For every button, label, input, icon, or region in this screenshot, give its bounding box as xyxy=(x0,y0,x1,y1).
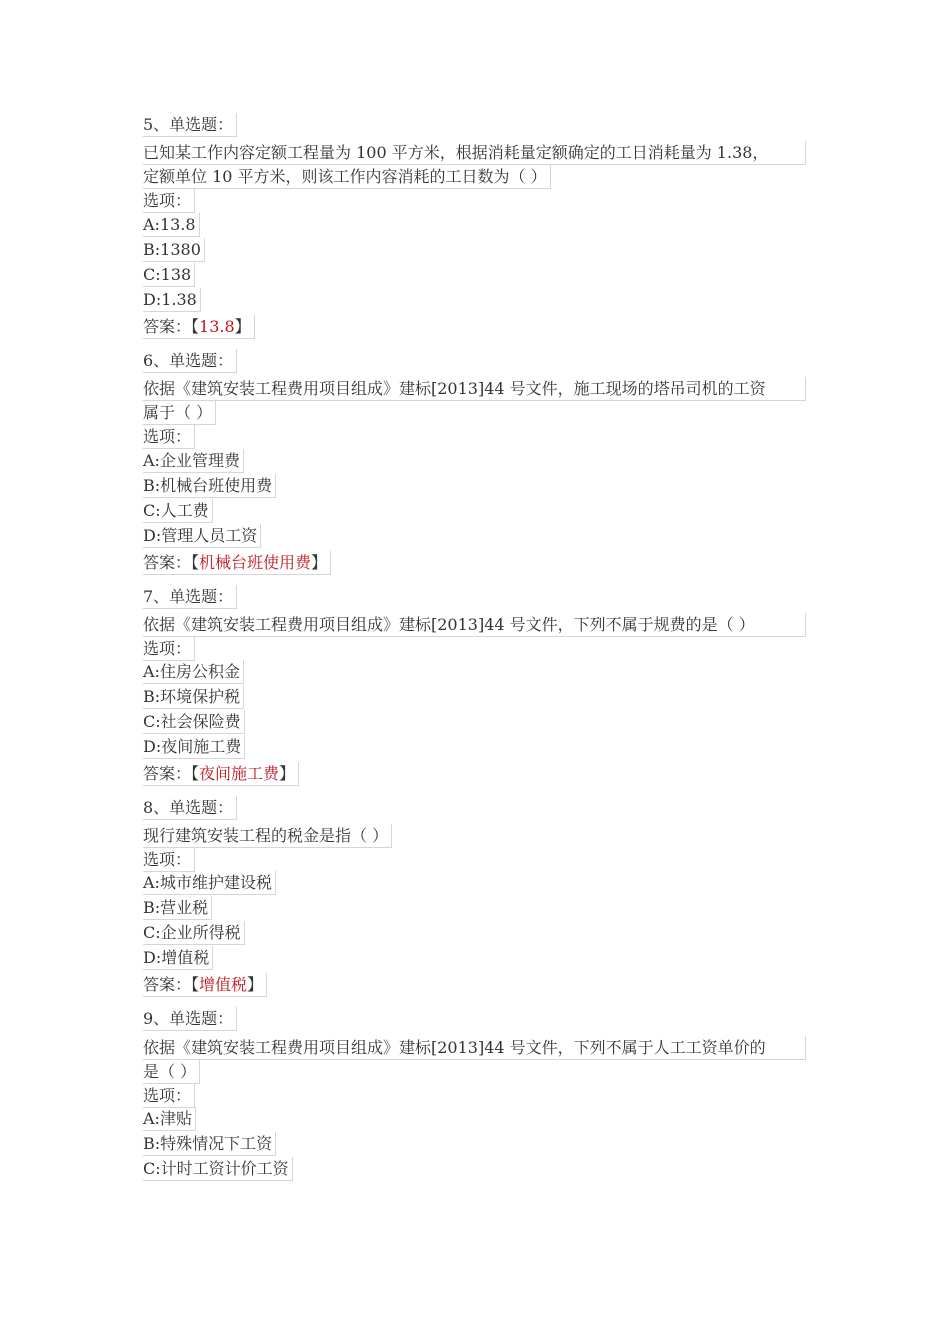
option-item: B:机械台班使用费 xyxy=(143,474,276,498)
answer-line xyxy=(143,315,255,339)
question-stem-line: 依据《建筑安装工程费用项目组成》建标[2013]44 号文件，下列不属于人工工资单价的 xyxy=(143,1036,806,1060)
answer-value: 13.8 xyxy=(199,317,235,336)
answer-line xyxy=(143,973,267,997)
answer-bracket-open: 【 xyxy=(191,317,200,336)
option-item: A:住房公积金 xyxy=(143,660,244,684)
answer-bracket-close: 】 xyxy=(234,317,251,336)
question-stem-line: 依据《建筑安装工程费用项目组成》建标[2013]44 号文件，下列不属于规费的是（ ） xyxy=(143,613,806,637)
answer-label: 答案： xyxy=(143,764,192,783)
option-item: D:增值税 xyxy=(143,946,213,970)
options-label: 选项： xyxy=(143,848,195,872)
option-item: A:企业管理费 xyxy=(143,449,244,473)
options-label: 选项： xyxy=(143,637,195,661)
option-item: A:津贴 xyxy=(143,1107,196,1131)
option-item: D:管理人员工资 xyxy=(143,524,261,548)
answer-bracket-close: 】 xyxy=(279,764,296,783)
answer-value: 机械台班使用费 xyxy=(199,553,312,572)
option-item: C:人工费 xyxy=(143,499,213,523)
answer-label: 答案： xyxy=(143,317,192,336)
question-stem-line: 是（ ） xyxy=(143,1060,200,1084)
question-header: 7、单选题： xyxy=(143,585,237,609)
option-item: C:社会保险费 xyxy=(143,710,245,734)
answer-bracket-close: 】 xyxy=(311,553,328,572)
answer-value: 增值税 xyxy=(199,975,248,994)
option-item: C:138 xyxy=(143,263,195,287)
option-item: C:企业所得税 xyxy=(143,921,245,945)
question-header: 6、单选题： xyxy=(143,349,237,373)
question-stem-line: 已知某工作内容定额工程量为 100 平方米，根据消耗量定额确定的工日消耗量为 1.38， xyxy=(143,141,806,165)
option-item: B:环境保护税 xyxy=(143,685,244,709)
option-item: C:计时工资计价工资 xyxy=(143,1157,293,1181)
answer-line xyxy=(143,551,331,575)
answer-bracket-open: 【 xyxy=(191,553,200,572)
option-item: B:1380 xyxy=(143,238,205,262)
options-label: 选项： xyxy=(143,425,195,449)
answer-bracket-close: 】 xyxy=(247,975,264,994)
answer-label: 答案： xyxy=(143,553,192,572)
question-stem-line: 现行建筑安装工程的税金是指（ ） xyxy=(143,824,392,848)
option-item: D:夜间施工费 xyxy=(143,735,245,759)
option-item: B:营业税 xyxy=(143,896,212,920)
question-header: 5、单选题： xyxy=(143,113,237,137)
answer-line xyxy=(143,762,299,786)
answer-label: 答案： xyxy=(143,975,192,994)
question-header: 9、单选题： xyxy=(143,1007,237,1031)
answer-bracket-open: 【 xyxy=(191,764,200,783)
question-header: 8、单选题： xyxy=(143,796,237,820)
question-stem-line: 定额单位 10 平方米，则该工作内容消耗的工日数为（ ） xyxy=(143,165,551,189)
option-item: B:特殊情况下工资 xyxy=(143,1132,276,1156)
option-item: D:1.38 xyxy=(143,288,201,312)
question-stem-line: 依据《建筑安装工程费用项目组成》建标[2013]44 号文件，施工现场的塔吊司机的工资 xyxy=(143,377,806,401)
answer-bracket-open: 【 xyxy=(191,975,200,994)
options-label: 选项： xyxy=(143,1084,195,1108)
question-stem-line: 属于（ ） xyxy=(143,401,216,425)
options-label: 选项： xyxy=(143,189,195,213)
answer-value: 夜间施工费 xyxy=(199,764,280,783)
option-item: A:城市维护建设税 xyxy=(143,871,276,895)
option-item: A:13.8 xyxy=(143,213,200,237)
